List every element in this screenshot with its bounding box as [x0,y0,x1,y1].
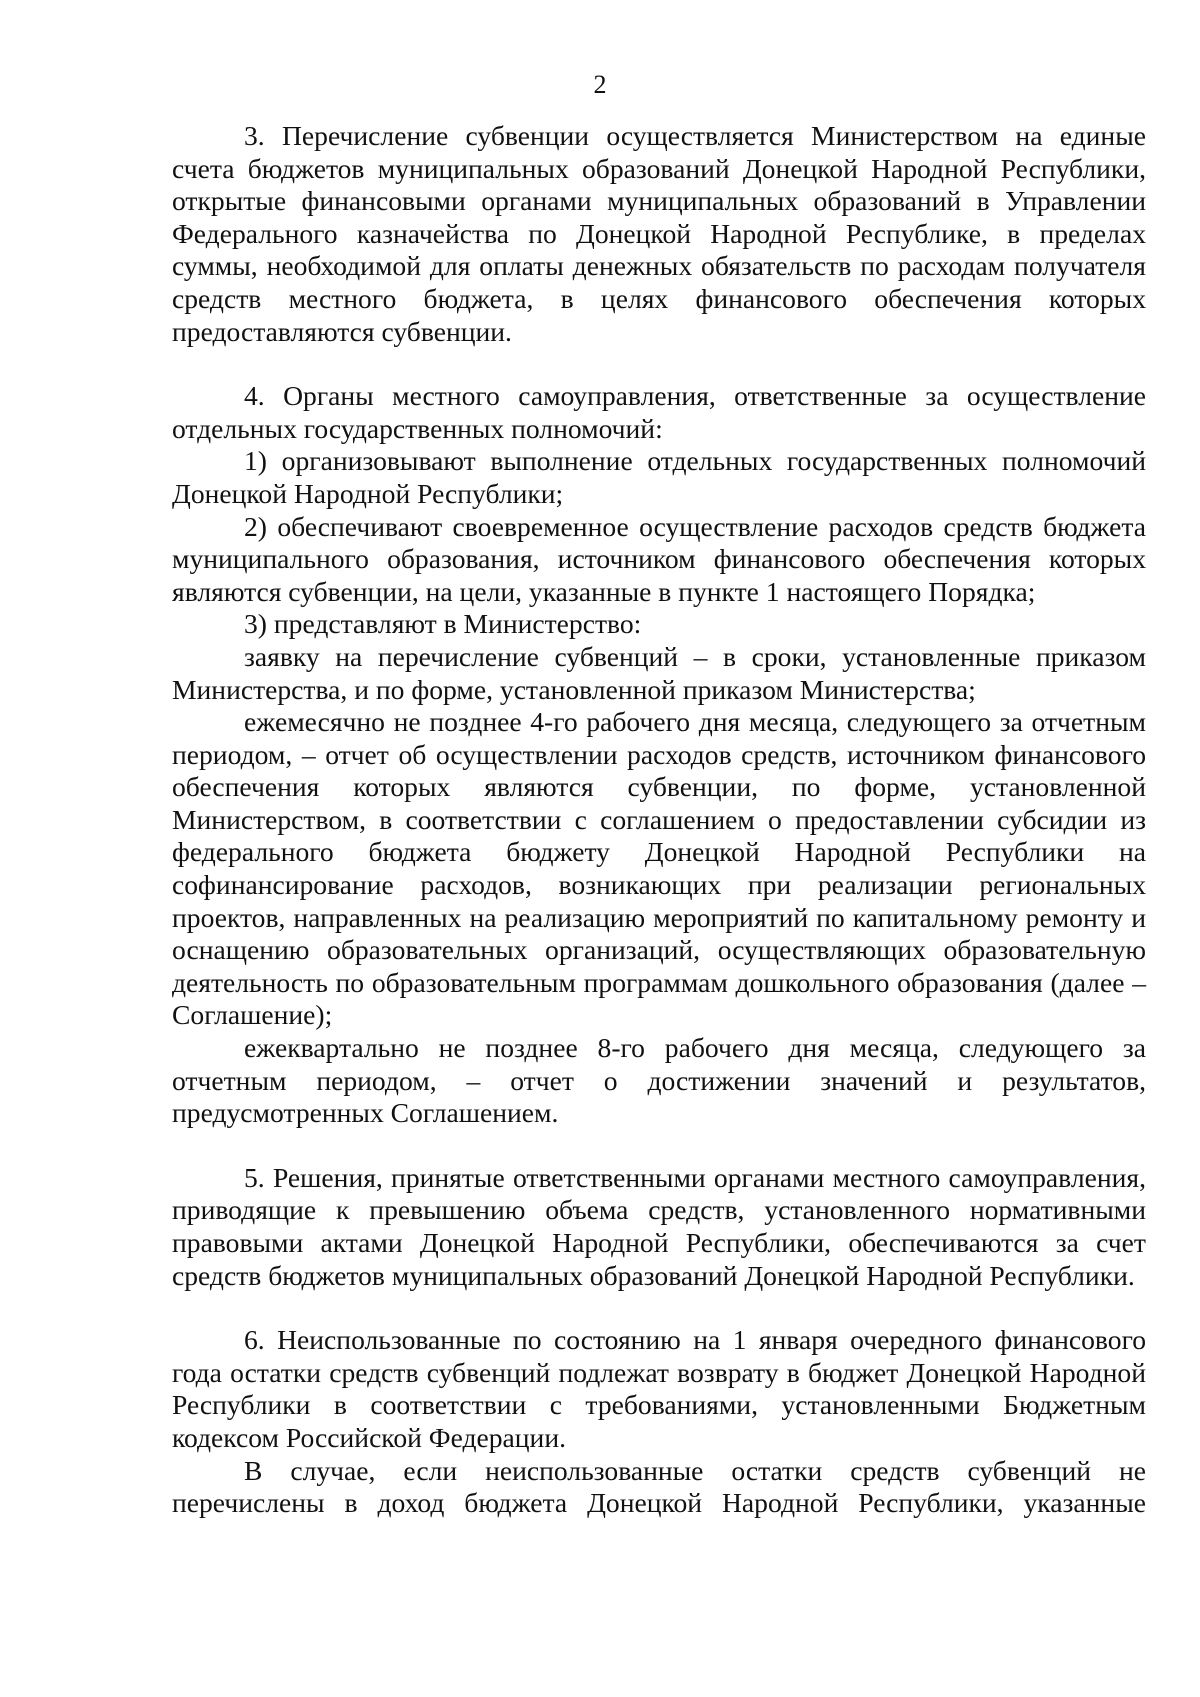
page-number: 2 [593,70,607,99]
section-4-item-2: 2) обеспечивают своевременное осуществление расходов средств бюджета муниципального образования, источником финансового обеспечения которых являются субвенции, на цели, указанные в пункте 1 настоящего Порядка; [172,510,1146,607]
section-4-intro: 4. Органы местного самоуправления, ответственные за осуществление отдельных государственных полномочий: [172,380,1146,444]
section-4-item-3: 3) представляют в Министерство: [244,608,642,640]
section-4-item-1: 1) организовывают выполнение отдельных государственных полномочий Донецкой Народной Республики; [172,445,1146,509]
section-3-paragraph: 3. Перечисление субвенции осуществляется Министерством на единые счета бюджетов муниципальных образований Донецкой Народной Республики, открытые финансовыми органами муниципальных образований в Управлении Федерального казначейства по Донецкой Народной Республике, в пределах суммы, необходимой для оплаты денежных обязательств по расходам получателя средств местного бюджета, в целях финансового обеспечения которых предоставляются субвенции. [172,120,1146,347]
section-4-item-3-application: заявку на перечисление субвенций – в сроки, установленные приказом Министерства, и по форме, установленной приказом Министерства; [172,640,1146,705]
section-4-item-3-monthly-report: ежемесячно не позднее 4-го рабочего дня месяца, следующего за отчетным периодом, – отчет об осуществлении расходов средств, источником финансового обеспечения которых являются субвенции, по форме, установленной Министерством, в соответствии с соглашением о предоставлении субсидии из федерального бюджета бюджету Донецкой Народной Республики на софинансирование расходов, возникающих при реализации региональных проектов, направленных на реализацию мероприятий по капитальному ремонту и оснащению образовательных организаций, осуществляющих образовательную деятельность по образовательным программам дошкольного образования (далее – Соглашение); [172,706,1146,1031]
section-5-paragraph: 5. Решения, принятые ответственными органами местного самоуправления, приводящие к превышению объема средств, установленного нормативными правовыми актами Донецкой Народной Республики, обеспечиваются за счет средств бюджетов муниципальных образований Донецкой Народной Республики. [172,1161,1146,1291]
document-body [172,120,1146,1520]
section-6-continuation: В случае, если неиспользованные остатки средств субвенций не перечислены в доход бюджета Донецкой Народной Республики, указанные [172,1454,1146,1519]
section-6-paragraph: 6. Неиспользованные по состоянию на 1 января очередного финансового года остатки средств субвенций подлежат возврату в бюджет Донецкой Народной Республики в соответствии с требованиями, установленными Бюджетным кодексом Российской Федерации. [172,1324,1146,1453]
section-4-item-3-quarterly-report: ежеквартально не позднее 8-го рабочего дня месяца, следующего за отчетным периодом, – отчет о достижении значений и результатов, предусмотренных Соглашением. [172,1032,1146,1129]
